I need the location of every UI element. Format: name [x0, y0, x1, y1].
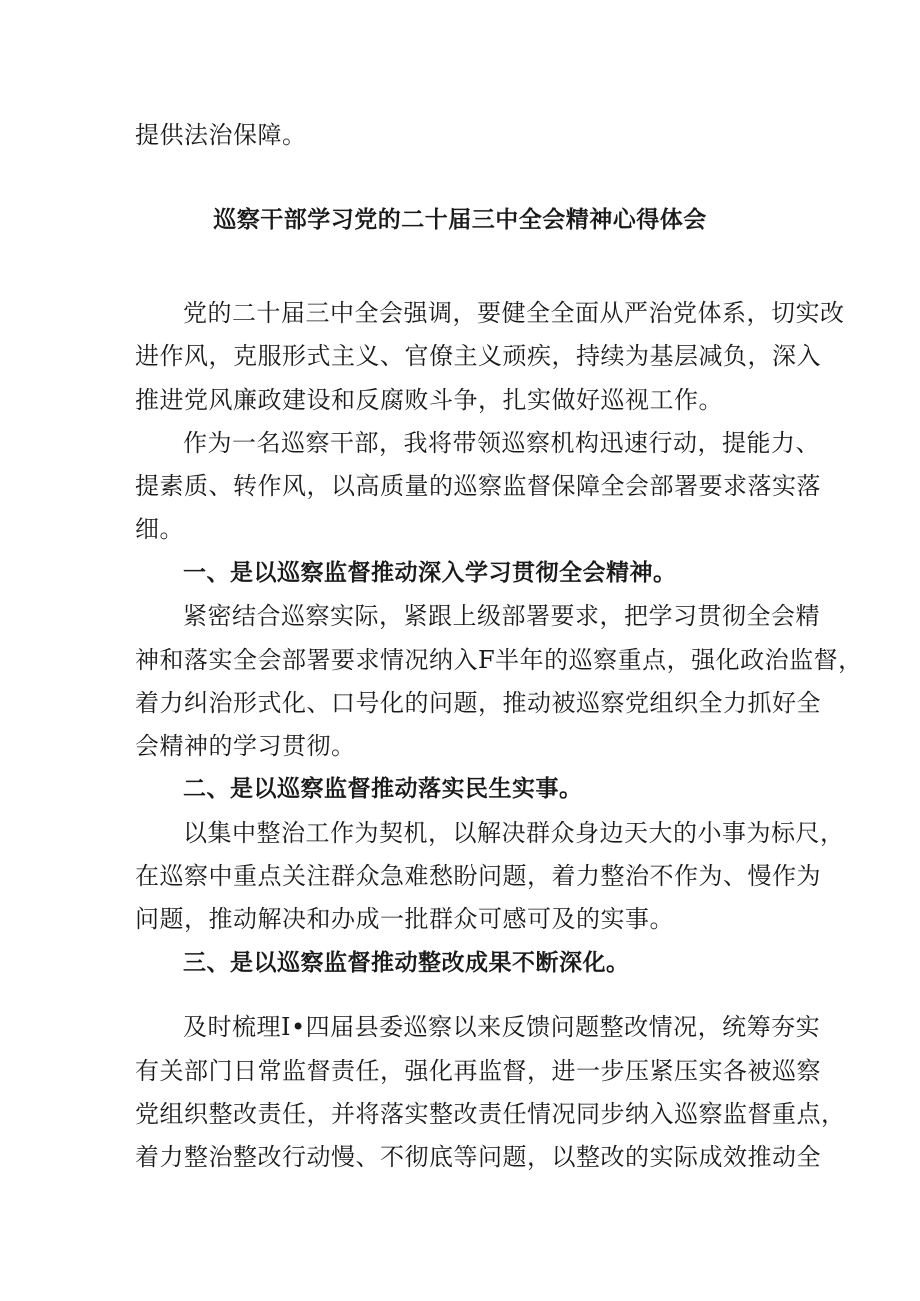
lead-line: 提供法治保障。 — [135, 121, 307, 149]
para5-line3: 党组织整改责任，并将落实整改责任情况同步纳入巡察监督重点， — [135, 1100, 846, 1128]
section-heading-3: 三、是以巡察监督推动整改成果不断深化。 — [183, 950, 630, 976]
para3-line2: 神和落实全会部署要求情况纳入F半年的巡察重点，强化政治监督， — [135, 646, 863, 674]
para4-line3: 问题，推动解决和办成一批群众可感可及的实事。 — [135, 905, 674, 933]
section-heading-1: 一、是以巡察监督推动深入学习贯彻全会精神。 — [183, 560, 677, 586]
para3-line4: 会精神的学习贯彻。 — [135, 732, 356, 760]
para5-line2: 有关部门日常监督责任，强化再监督，进一步压紧压实各被巡察 — [135, 1057, 821, 1085]
para5-line4: 着力整治整改行动慢、不彻底等问题，以整改的实际成效推动全 — [135, 1143, 821, 1171]
para2-line1: 作为一名巡察干部，我将带领巡察机构迅速行动，提能力、 — [183, 429, 820, 457]
section-heading-2: 二、是以巡察监督推动落实民生实事。 — [183, 776, 583, 802]
para1-line3: 推进党风廉政建设和反腐败斗争，扎实做好巡视工作。 — [135, 386, 723, 414]
para4-line1: 以集中整治工作为契机，以解决群众身边天大的小事为标尺， — [183, 819, 845, 847]
para1-line1: 党的二十届三中全会强调，要健全全面从严治党体系，切实改 — [183, 299, 845, 327]
para2-line2: 提素质、转作风，以高质量的巡察监督保障全会部署要求落实落 — [135, 472, 821, 500]
para5-line1: 及时梳理I•四届县委巡察以来反馈问题整改情况，统筹夯实 — [183, 1013, 821, 1041]
para3-line3: 着力纠治形式化、口号化的问题，推动被巡察党组织全力抓好全 — [135, 689, 821, 717]
para2-line3: 细。 — [135, 515, 184, 543]
document-title: 巡察干部学习党的二十届三中全会精神心得体会 — [213, 207, 707, 233]
para1-line2: 进作风，克服形式主义、官僚主义顽疾，持续为基层减负，深入 — [135, 342, 821, 370]
para3-line1: 紧密结合巡察实际，紧跟上级部署要求，把学习贯彻全会精 — [183, 602, 820, 630]
para4-line2: 在巡察中重点关注群众急难愁盼问题，着力整治不作为、慢作为 — [135, 862, 821, 890]
